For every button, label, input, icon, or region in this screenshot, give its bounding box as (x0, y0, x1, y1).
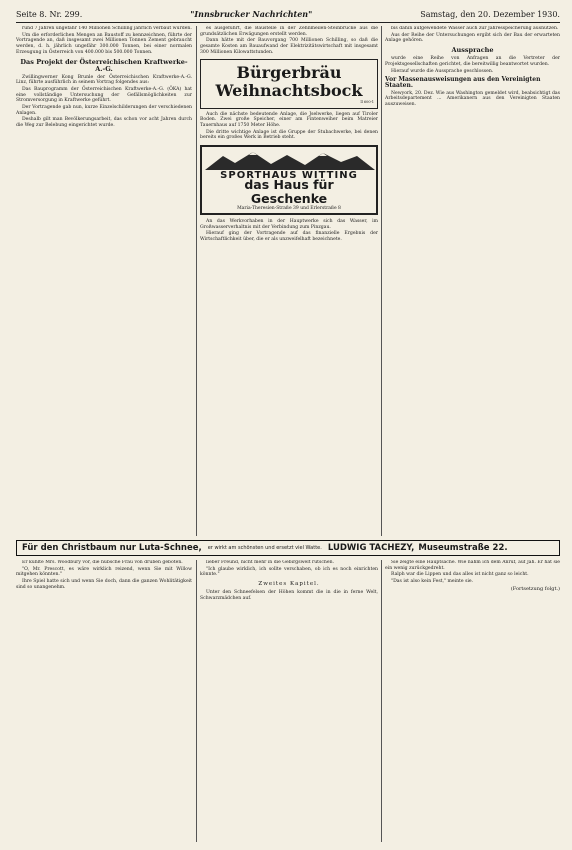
ad-code: ll 600-1 (360, 99, 374, 104)
banner-merchant: LUDWIG TACHEZY, (327, 543, 415, 553)
column-3 (385, 26, 560, 536)
col2-paragraph: Hierauf ging der Vortragende auf das finanzielle Ergebnis der Wirtschaftlichkeit über, die er als unzweifelhaft bezeichnete. (200, 231, 378, 243)
ausweisungen-heading: Vor Massenausweisungen aus den Vereinigten Staaten. (385, 76, 541, 89)
col2-paragraph: Dann hätte mit der Bauvorgang 700 Millionen Schilling, so daß die gesamte Kosten am Bauaufwand der Elektrizitätswirtschaft mit insgesamt 300 Millionen Kilowattstunden. (200, 38, 378, 55)
page-header (16, 7, 560, 21)
issue-date: Samstag, den 20. Dezember 1930. (420, 9, 560, 19)
column-divider (381, 560, 382, 842)
col3-paragraph: Newyork, 20. Dez. Wie aus Washington gemeldet wird, beabsichtigt das Arbeitsdepartement ... Amerikanern aus den Vereinigten Staaten auszuweisen. (385, 90, 560, 108)
sporthaus-witting-address: Maria-Theresien-Straße 39 und Erlerstraße 8 (237, 206, 341, 212)
col1-paragraph: Das Bauprogramm der Österreichischen Kraftwerke-A.-G. (ÖKA) hat eine vollständige Untersuchung der Gefällsmöglichkeiten zur Stromversorgung in Kraftwerke geführt. (16, 86, 192, 104)
col1-paragraph: Zwillingwerner Kong Brunle der Österreichischen Kraftwerke-A.-G. Linz, führte ausführlich in seinem Vortrag folgendes aus: (16, 74, 192, 86)
col2-paragraph: Die dritte wichtige Anlage ist die Gruppe der Stubachwerke, bei denen bereits ein großes Werk in Betrieb steht. (200, 129, 378, 141)
col1-heading: Das Projekt der Österreichischen Kraftwerke-A.-G. (20, 57, 188, 73)
col3-paragraph: bis dahin aufgewendete Wasser auch zur Jahresspeicherung ausnutzen. (391, 26, 559, 31)
serial-paragraph: "Ich glaube wirklich, ich sollte verschaben, ob ich es noch einrichten könnte." (200, 566, 378, 578)
mountain-illustration (205, 150, 375, 170)
chapter-heading: Zweites Kapitel. (258, 581, 320, 588)
serial-paragraph: Unter den Schneefelsen der Höhen kommt die in die in ferne Welt, Schwarzmädchen auf. (200, 590, 378, 601)
column-divider (381, 26, 382, 536)
col3-paragraph: Hierauf wurde die Aussprache geschlossen. (391, 68, 494, 74)
newspaper-title: "Innsbrucker Nachrichten" (190, 9, 313, 19)
sporthaus-witting-ad (200, 145, 378, 215)
banner-lead: Für den Christbaum nur Luta-Schnee, (22, 543, 202, 553)
col2-paragraph: An das Werkvorhaben in der Hauptwerke sich das Wasser, im Großwasserverhaltnis mit der Verbindung zum Pinzgau. (200, 219, 378, 230)
col1-paragraph: rund 7 Jahren ungefähr 140 Millionen Schilling jährlich verbaut würden. (22, 26, 192, 31)
serial-paragraph: Ihre Spiel hatte sich und wenn Sie doch, dann die ganzen Wohlitätigkeit sind so unangenehm. (16, 579, 192, 590)
header-rule (16, 22, 560, 23)
serial-paragraph: Sie zeigte eine Hauptsache. Wie nahm ich dem Anruf, auf Jah. Er hat sie ein wenig zurückgedreht. (385, 560, 560, 571)
column-1 (16, 26, 192, 536)
serial-paragraph: lieber Freund, nicht mehr in die Gebirgswelt rutschen. (206, 560, 335, 565)
col1-paragraph: Der Vortragende gab nun, kurze Einzelschilderungen der verschiedenen Anlagen. (16, 105, 192, 116)
serial-column-2 (200, 560, 378, 842)
serial-column-3 (385, 560, 560, 842)
serial-paragraph: "O, Mr. Prescott, es wäre wirklich reizend, wenn Sie mit Willow mitgehen könnten." (16, 566, 192, 578)
col2-paragraph: es ausgeführt, die Baustelle in der Zehnmeilen-Steinbrücke aus die grundsätzlichen Erwägungen erstellt werden. (200, 26, 378, 37)
buergerbraeu-ad (200, 59, 378, 109)
banner-address: Museumstraße 22. (418, 543, 508, 553)
col3-paragraph: wurde eine Reihe von Anfragen an die Vertreter der Projektsgesellschaften gerichtet, die bereitwillig beantwortet wurden. (385, 56, 560, 67)
serial-paragraph: "Das ist also kein Fest," meinte sie. (391, 579, 474, 585)
aussprache-heading: Aussprache (451, 46, 494, 55)
continuation-note: (Fortsetzung folgt.) (510, 585, 560, 592)
col1-paragraph: Deshalb gilt man Bevölkerungsarbeit, das schon vor acht Jahren durch die Weg zur Belebung eingerichtet wurde. (16, 117, 192, 129)
luta-schnee-banner-ad (16, 540, 560, 556)
sporthaus-witting-name: SPORTHAUS WITTING (220, 169, 358, 181)
serial-paragraph: Ralph war die Lippen und das alles ist nicht ganz so leicht. (391, 572, 529, 578)
col3-paragraph: Aus der Reihe der Untersuchungen ergibt sich der Bau der erwarteten Anlage gehören. (385, 32, 560, 44)
col1-paragraph: Um die erforderlichen Mengen an Baustoff zu kennzeichnen, führte der Vortragende an, daß insgesamt zwei Millionen Tonnen Zement gebraucht werden, d. h. jährlich ungefähr 300.000 Tonnen, bei einer normalen Erzeugung in Österreich von 400.000 bis 500.000 Tonnen. (16, 32, 192, 55)
banner-tagline: er wirkt am schönsten und ersetzt viel Watte. (207, 545, 322, 551)
column-divider (196, 26, 197, 536)
col2-paragraph: Auch die nächste bedeutende Anlage, die Jselwerke, liegen auf Tiroler Boden. Zwei große Speicher, einer am Fintenweiher beim Matreier Tauernhaus auf 1750 Meter Höhe. (200, 111, 378, 128)
column-2 (200, 26, 378, 536)
sporthaus-witting-slogan: das Haus für Geschenke (244, 177, 334, 207)
buergerbraeu-ad-title: Bürgerbräu Weihnachtsbock (215, 62, 363, 100)
serial-column-1 (16, 560, 192, 842)
serial-paragraph: Er kühlte Mrs. Woodbury vor, die hübsche Frau von drüben geboten. (22, 560, 183, 565)
column-divider (196, 560, 197, 842)
page-number: Seite 8. Nr. 299. (16, 9, 83, 19)
